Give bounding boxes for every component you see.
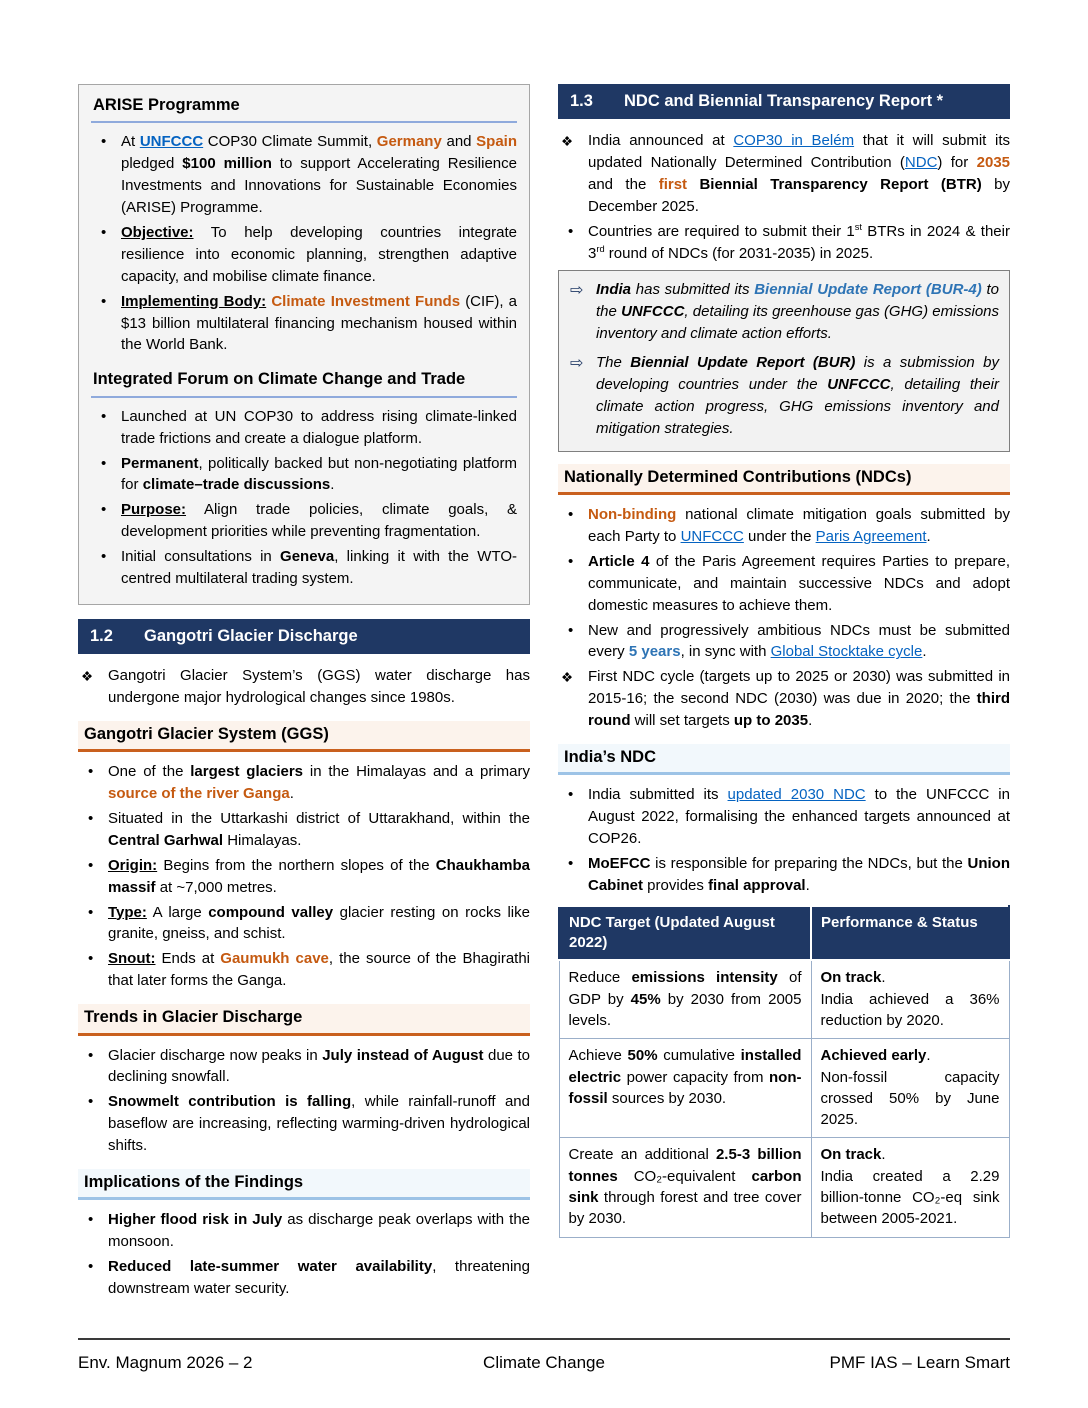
- list-item: [558, 221, 1010, 265]
- text-run: up to 2035: [733, 712, 809, 730]
- text-run: as discharge peak overlaps with the monsoon.: [108, 1211, 531, 1251]
- text-run: is responsible for preparing the NDCs, but the: [650, 855, 968, 873]
- paragraph: [588, 504, 1010, 548]
- text-run: Gangotri Glacier System’s (GGS) water discharge has undergone major hydrological changes since 1980s.: [108, 666, 530, 706]
- text-run: .: [926, 1047, 931, 1065]
- text-run: in the Himalayas and a primary: [303, 763, 531, 781]
- text-run: is a submission by developing countries under the: [596, 354, 999, 393]
- page-footer: [78, 1338, 1010, 1376]
- section-title: NDC and Biennial Transparency Report *: [624, 92, 944, 110]
- text-run: carbon sink: [568, 1167, 802, 1207]
- inline-link[interactable]: UNFCCC: [139, 133, 204, 151]
- text-run: has submitted its: [631, 281, 755, 299]
- list-item: [558, 620, 1010, 664]
- paragraph: [121, 453, 517, 497]
- text-run: Biennial Update Report (BUR): [630, 354, 856, 372]
- paragraph: [588, 551, 1010, 617]
- bullet-icon: •: [101, 133, 107, 151]
- bullet-icon: •: [88, 856, 94, 874]
- list-item: [78, 948, 530, 992]
- list-item: [91, 546, 517, 590]
- text-run: Purpose:: [121, 501, 187, 519]
- arise-title: ARISE Programme: [91, 94, 517, 123]
- subheader-implications: Implications of the Findings: [78, 1169, 530, 1200]
- bullet-icon: •: [101, 454, 107, 472]
- paragraph: [108, 808, 530, 852]
- footer-right: PMF IAS – Learn Smart: [829, 1353, 1010, 1373]
- text-run: Permanent: [121, 454, 199, 472]
- bullet-icon: •: [88, 763, 94, 781]
- text-run: emissions intensity: [631, 969, 778, 987]
- bullet-icon: •: [88, 1211, 94, 1229]
- paragraph: [121, 131, 517, 219]
- text-run: , threatening downstream water security.: [108, 1258, 530, 1298]
- bullet-icon: •: [568, 786, 574, 804]
- bullet-icon: •: [568, 222, 574, 240]
- bullet-icon: •: [568, 552, 574, 570]
- bullet-icon: •: [101, 501, 107, 519]
- list-item: [91, 131, 517, 219]
- diamond-icon: ❖: [561, 134, 574, 150]
- text-run: , detailing their climate action progress, GHG emissions inventory and mitigation strategies.: [596, 375, 1000, 437]
- table-cell-status: [811, 1039, 1009, 1138]
- paragraph: [596, 279, 999, 345]
- arise-bullet-list: [91, 131, 517, 356]
- text-run: provides: [643, 877, 709, 894]
- text-run: to the UNFCCC in August 2022, formalising the enhanced targets announced at COP26.: [588, 786, 1010, 848]
- text-run: First NDC cycle (targets up to 2025 or 2030) was submitted in 2015-16; the second NDC (2030) was due in 2020; the: [588, 668, 1010, 708]
- right-column: [558, 84, 1010, 1304]
- subheader-ggs: Gangotri Glacier System (GGS): [78, 721, 530, 752]
- text-run: BTRs in 2024 & their 3: [588, 222, 1010, 262]
- text-run: Glacier discharge now peaks in: [108, 1046, 323, 1064]
- subheader-ndcs: Nationally Determined Contributions (NDCs): [558, 464, 1010, 495]
- text-run: Chaukhamba massif: [108, 856, 530, 896]
- trends-bullet-list: [78, 1045, 530, 1157]
- text-run: Central Garhwal: [108, 831, 224, 849]
- section-title: Gangotri Glacier Discharge: [144, 626, 358, 645]
- bullet-icon: •: [88, 809, 94, 827]
- inline-link[interactable]: updated 2030 NDC: [727, 786, 866, 804]
- paragraph: [121, 546, 517, 590]
- note-item: [569, 279, 999, 345]
- paragraph: [588, 784, 1010, 850]
- india-ndc-bullet-list: [558, 784, 1010, 896]
- text-run: rd: [596, 243, 605, 254]
- text-run: [687, 176, 699, 193]
- section-1-2-intro-list: [78, 665, 530, 709]
- text-run: Countries are required to submit their 1: [588, 222, 855, 240]
- table-header-target: NDC Target (Updated August 2022): [559, 906, 811, 961]
- bullet-icon: •: [88, 950, 94, 968]
- text-run: Biennial Update Report (BUR-4): [754, 281, 982, 299]
- text-run: Begins from the northern slopes of the: [157, 856, 436, 874]
- paragraph: [588, 130, 1010, 218]
- text-run: A large: [146, 903, 209, 921]
- text-run: ) for: [937, 153, 977, 171]
- list-item: [78, 665, 530, 709]
- list-item: [558, 784, 1010, 850]
- forum-bullet-list: [91, 406, 517, 590]
- text-run: , linking it with the WTO-centred multilateral trading system.: [121, 548, 517, 588]
- table-row: [559, 960, 1009, 1038]
- text-run: Initial consultations in: [121, 548, 281, 566]
- text-run: third round: [588, 690, 1010, 730]
- bullet-icon: •: [88, 1046, 94, 1064]
- text-run: round of NDCs (for 2031-2035) in 2025.: [604, 244, 874, 262]
- paragraph: [108, 948, 530, 992]
- list-item: [558, 551, 1010, 617]
- text-run: will set targets: [630, 712, 734, 730]
- text-run: largest glaciers: [190, 763, 304, 781]
- table-row: [559, 1039, 1009, 1138]
- bullet-icon: •: [101, 292, 107, 310]
- paragraph: [108, 1045, 530, 1089]
- text-run: due to declining snowfall.: [108, 1046, 530, 1086]
- list-item: [558, 130, 1010, 218]
- text-run: at ~7,000 metres.: [155, 878, 277, 896]
- paragraph: [121, 499, 517, 543]
- arrow-icon: ⇨: [570, 282, 584, 300]
- forum-heading: Integrated Forum on Climate Change and Trade: [91, 368, 517, 397]
- table-cell-target: [559, 1039, 811, 1138]
- list-item: [91, 222, 517, 288]
- text-run: .: [330, 476, 335, 494]
- list-item: [78, 855, 530, 899]
- text-run: Non-binding: [588, 506, 677, 524]
- text-run: Launched at UN COP30 to address rising climate-linked trade frictions and create a dialogue platform.: [121, 407, 517, 447]
- bullet-icon: •: [568, 621, 574, 639]
- text-run: Reduce: [568, 969, 632, 987]
- text-run: 2035: [976, 153, 1011, 171]
- inline-link[interactable]: Paris Agreement: [815, 527, 927, 545]
- list-item: [78, 761, 530, 805]
- bullet-icon: •: [88, 1093, 94, 1111]
- text-run: , in sync with: [680, 643, 771, 661]
- text-run: first: [658, 175, 688, 193]
- paragraph: [108, 1091, 530, 1157]
- text-run: Implementing Body:: [121, 292, 267, 310]
- text-run: UNFCCC: [827, 375, 891, 393]
- section-number: 1.2: [90, 626, 113, 645]
- diamond-icon: ❖: [561, 670, 574, 686]
- text-run: Align trade policies, climate goals, & development priorities while preventing fragmentation.: [121, 501, 517, 541]
- table-row: [559, 1138, 1009, 1237]
- text-run: One of the: [108, 763, 191, 781]
- table-cell-status: [811, 1138, 1009, 1237]
- ndc-table: [558, 905, 1010, 1238]
- arise-box: [78, 84, 530, 605]
- text-run: On track: [820, 1146, 882, 1164]
- paragraph: [121, 406, 517, 450]
- subheader-india-ndc: India’s NDC: [558, 744, 1010, 775]
- ndcs-bullet-list: [558, 504, 1010, 732]
- bullet-icon: •: [101, 224, 107, 241]
- text-run: installed electric: [568, 1047, 802, 1086]
- text-run: that it will submit its updated Nationally Determined Contribution (: [588, 132, 1011, 171]
- paragraph: [588, 221, 1010, 265]
- text-run: , the source of the Bhagirathi that later forms the Ganga.: [108, 950, 531, 990]
- text-run: At: [121, 133, 140, 151]
- list-item: [558, 666, 1010, 732]
- text-run: and: [441, 133, 477, 151]
- section-1-3-bullet-list: [558, 130, 1010, 264]
- list-item: [91, 499, 517, 543]
- text-run: Achieve: [568, 1047, 628, 1065]
- text-run: Climate Investment Funds: [271, 292, 461, 310]
- text-run: Biennial Transparency Report (BTR): [699, 175, 982, 193]
- text-run: final approval: [708, 877, 806, 894]
- text-run: India announced at: [588, 132, 734, 150]
- text-run: July instead of August: [322, 1046, 484, 1064]
- text-run: st: [854, 221, 862, 232]
- text-run: Non-fossil capacity crossed 50% by June 2025.: [820, 1068, 1000, 1129]
- paragraph: [121, 222, 517, 288]
- text-run: through forest and tree cover by 2030.: [568, 1189, 802, 1228]
- paragraph: [108, 665, 530, 709]
- text-run: Spain: [476, 133, 517, 151]
- text-run: by 2030 from 2005 levels.: [568, 990, 802, 1029]
- paragraph: [108, 1209, 530, 1253]
- bullet-icon: •: [568, 855, 574, 873]
- note-item: [569, 352, 999, 440]
- text-run: Ends at: [155, 950, 221, 968]
- list-item: [558, 504, 1010, 548]
- text-run: cumulative: [657, 1047, 741, 1065]
- text-run: (CIF), a $13 billion multilateral financing mechanism housed within the World Bank.: [121, 292, 518, 354]
- ggs-bullet-list: [78, 761, 530, 992]
- text-run: compound valley: [208, 903, 334, 921]
- table-cell-status: [811, 960, 1009, 1038]
- paragraph: [588, 620, 1010, 664]
- paragraph: [108, 902, 530, 946]
- inline-link[interactable]: Global Stocktake cycle: [770, 643, 923, 661]
- text-run: Origin:: [108, 856, 158, 874]
- bullet-icon: •: [101, 548, 107, 566]
- text-run: national climate mitigation goals submitted by each Party to: [588, 506, 1010, 545]
- text-run: non-fossil: [568, 1068, 802, 1107]
- bullet-icon: •: [88, 1258, 94, 1276]
- text-run: Objective:: [121, 224, 194, 241]
- section-bar-1-2: [78, 619, 530, 654]
- text-run: COP30 Climate Summit,: [203, 133, 377, 151]
- text-run: , while rainfall-runoff and baseflow are increasing, reflecting warming-driven hydrological shifts.: [108, 1093, 530, 1155]
- text-run: source of the river Ganga: [108, 785, 290, 803]
- text-run: .: [808, 712, 813, 730]
- text-run: to the: [596, 281, 999, 321]
- text-run: UNFCCC: [621, 303, 685, 321]
- paragraph: [588, 853, 1010, 897]
- text-run: Geneva: [280, 548, 335, 566]
- list-item: [78, 1091, 530, 1157]
- text-run: Higher flood risk in July: [108, 1211, 283, 1229]
- left-column: [78, 84, 530, 1304]
- text-run: .: [926, 527, 931, 545]
- text-run: under the: [743, 527, 816, 545]
- implications-bullet-list: [78, 1209, 530, 1300]
- table-cell-target: [559, 1138, 811, 1237]
- text-run: Snout:: [108, 950, 156, 968]
- list-item: [78, 1256, 530, 1300]
- diamond-icon: ❖: [81, 668, 94, 684]
- bullet-icon: •: [101, 407, 107, 425]
- list-item: [91, 406, 517, 450]
- list-item: [91, 453, 517, 497]
- subheader-trends: Trends in Glacier Discharge: [78, 1004, 530, 1035]
- text-run: 45%: [630, 990, 661, 1008]
- text-run: Germany: [376, 133, 442, 151]
- inline-link[interactable]: UNFCCC: [680, 527, 744, 545]
- paragraph: [121, 291, 517, 357]
- arrow-icon: ⇨: [570, 355, 584, 373]
- text-run: The: [596, 354, 631, 372]
- text-run: Union Cabinet: [588, 855, 1010, 894]
- list-item: [78, 1045, 530, 1089]
- bullet-icon: •: [88, 903, 94, 921]
- text-run: Type:: [108, 903, 147, 921]
- text-run: To help developing countries integrate resilience into economic planning, strengthen adaptive capacity, and mobilise climate finance.: [121, 224, 517, 285]
- list-item: [78, 902, 530, 946]
- text-run: 50%: [627, 1047, 658, 1065]
- text-run: sources by 2030.: [607, 1089, 727, 1107]
- text-run: On track: [820, 969, 882, 987]
- text-run: India achieved a 36% reduction by 2020.: [820, 990, 1000, 1029]
- paragraph: [108, 855, 530, 899]
- paragraph: [588, 666, 1010, 732]
- text-run: , politically backed but non-negotiating platform for: [121, 454, 517, 494]
- text-run: Situated in the Uttarkashi district of Uttarakhand, within the: [108, 809, 530, 827]
- list-item: [558, 853, 1010, 897]
- text-run: 5 years: [628, 643, 681, 661]
- text-run: and the: [588, 175, 659, 193]
- text-run: glacier resting on rocks like granite, gneiss, and schist.: [108, 903, 530, 943]
- content-area: [78, 84, 1010, 1304]
- text-run: , detailing its greenhouse gas (GHG) emissions inventory and climate action efforts.: [596, 303, 999, 343]
- text-run: Himalayas.: [223, 831, 302, 849]
- text-run: Create an additional: [568, 1146, 716, 1164]
- paragraph: [108, 761, 530, 805]
- text-run: MoEFCC: [588, 855, 651, 873]
- section-bar-1-3: [558, 84, 1010, 119]
- text-run: Article 4: [588, 552, 650, 570]
- text-run: $100 million: [182, 155, 272, 173]
- section-number: 1.3: [570, 92, 593, 110]
- note-box: [558, 270, 1010, 451]
- text-run: New and progressively ambitious NDCs must be submitted every: [588, 621, 1010, 661]
- text-run: climate–trade discussions: [142, 476, 331, 494]
- text-run: power capacity from: [621, 1068, 770, 1086]
- text-run: to support Accelerating Resilience Investments and Innovations for Sustainable Economies (ARISE) Programme.: [121, 155, 517, 217]
- text-run: .: [881, 969, 886, 987]
- text-run: of the Paris Agreement requires Parties to prepare, communicate, and maintain successive NDCs and adopt domestic measures to achieve them.: [588, 552, 1010, 614]
- text-run: by December 2025.: [588, 175, 1011, 215]
- text-run: India submitted its: [588, 786, 728, 804]
- text-run: 2.5-3 billion tonnes: [568, 1146, 802, 1185]
- text-run: India created a 2.29 billion-tonne CO₂-eq sink between 2005-2021.: [820, 1167, 1000, 1228]
- text-run: CO₂-equivalent: [617, 1167, 752, 1185]
- text-run: of GDP by: [568, 969, 802, 1008]
- list-item: [78, 1209, 530, 1253]
- bullet-icon: •: [568, 506, 574, 524]
- table-header-status: Performance & Status: [811, 906, 1009, 961]
- table-cell-target: [559, 960, 811, 1038]
- text-run: .: [289, 785, 294, 803]
- inline-link[interactable]: NDC: [904, 153, 938, 171]
- text-run: pledged: [121, 155, 183, 173]
- text-run: Achieved early: [820, 1047, 927, 1065]
- list-item: [91, 291, 517, 357]
- paragraph: [596, 352, 999, 440]
- footer-left: Env. Magnum 2026 – 2: [78, 1353, 253, 1373]
- inline-link[interactable]: COP30 in Belém: [733, 132, 855, 150]
- text-run: Snowmelt contribution is falling: [108, 1093, 352, 1111]
- text-run: India: [596, 281, 632, 299]
- text-run: Gaumukh cave: [220, 950, 329, 968]
- paragraph: [108, 1256, 530, 1300]
- table-header-row: [559, 906, 1009, 961]
- footer-center: Climate Change: [483, 1353, 605, 1373]
- list-item: [78, 808, 530, 852]
- text-run: .: [805, 877, 810, 894]
- text-run: Reduced late-summer water availability: [108, 1258, 433, 1276]
- text-run: .: [922, 643, 927, 661]
- text-run: .: [881, 1146, 886, 1164]
